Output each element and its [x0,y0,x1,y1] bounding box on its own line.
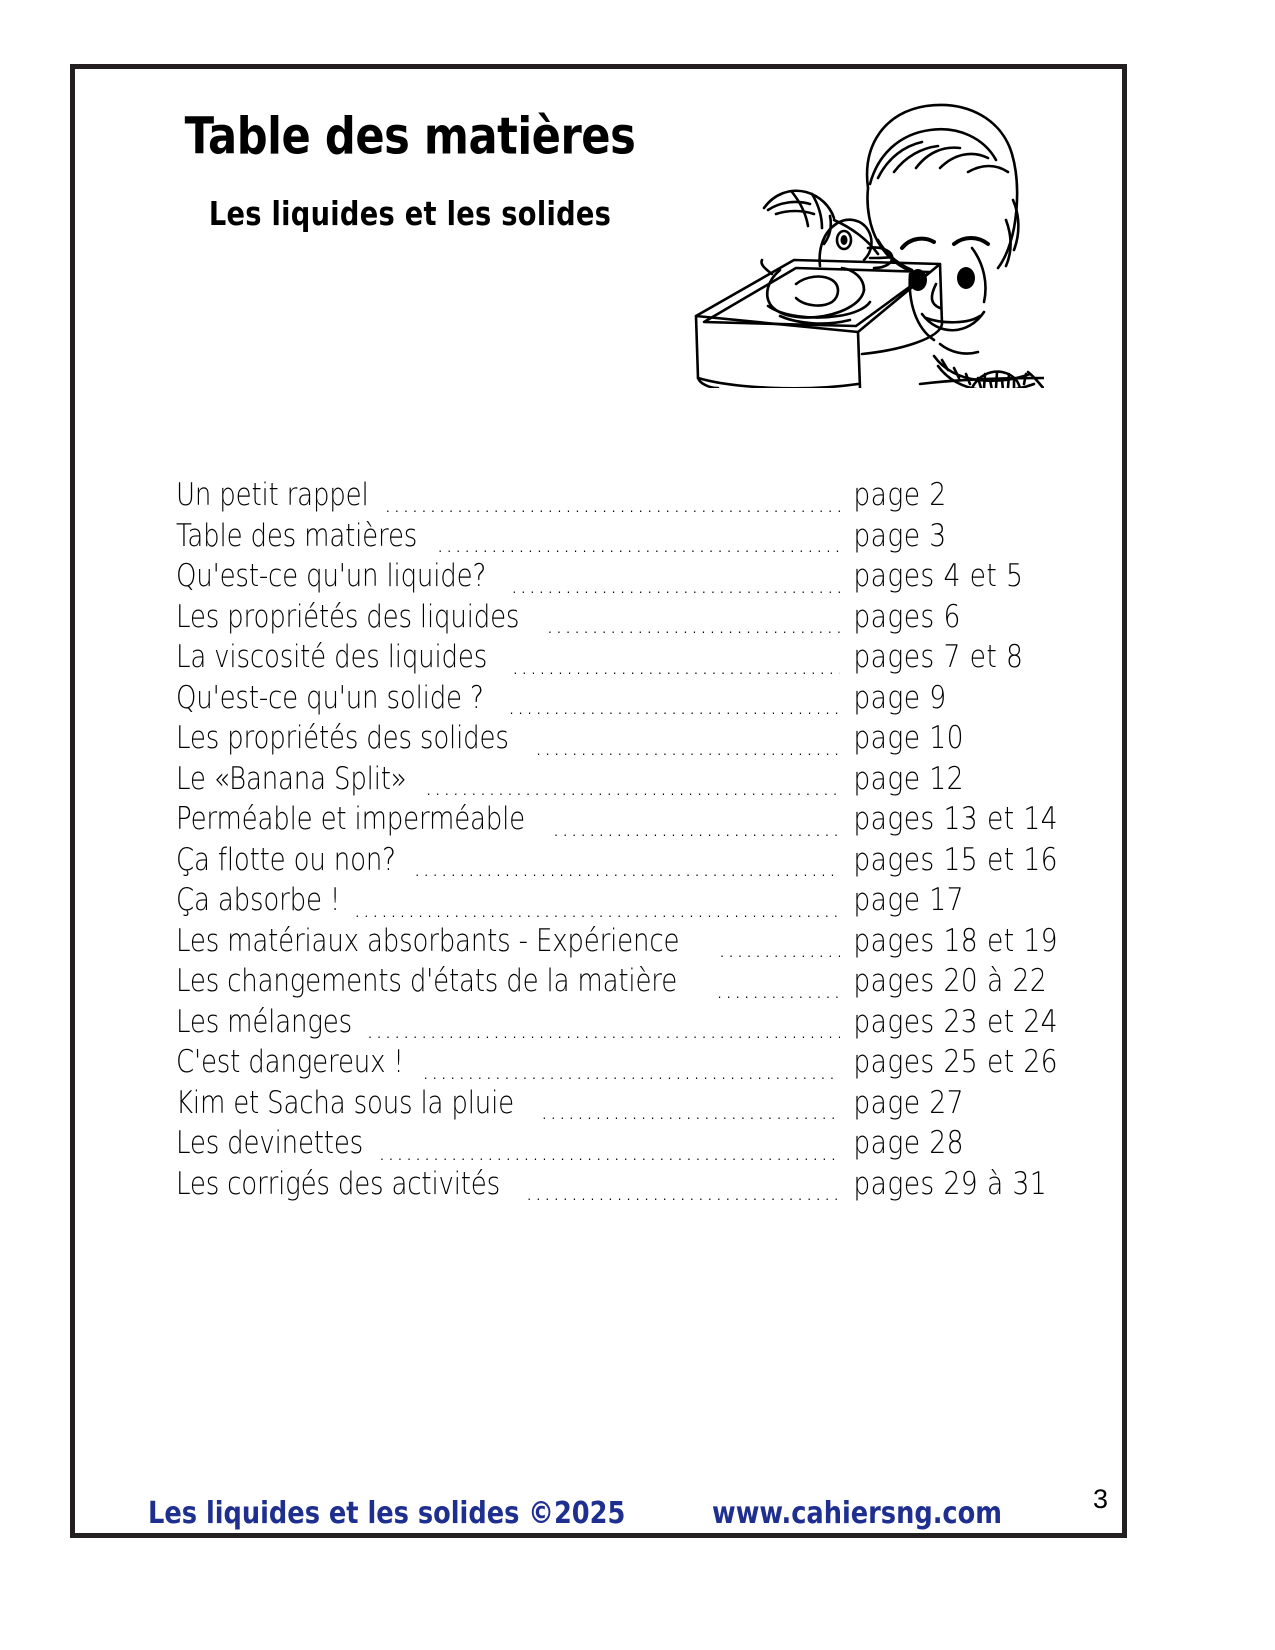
toc-entry[interactable] [176,597,1066,641]
toc-leader-dots [552,815,840,843]
toc-entry-pages: page 17 [853,881,964,918]
toc-entry[interactable] [176,559,1066,600]
girl-with-rubber-duck-illustration [672,88,1044,388]
footer-copyright: Les liquides et les solides ©2025 [148,1496,626,1531]
toc-entry[interactable] [176,1045,1066,1086]
toc-entry-pages: page 27 [853,1083,964,1121]
table-of-contents [176,478,1066,1207]
toc-entry[interactable] [176,1126,1066,1167]
toc-entry[interactable] [176,1083,1066,1127]
toc-entry[interactable] [176,921,1066,965]
toc-entry[interactable] [176,721,1066,762]
toc-entry[interactable] [176,840,1066,884]
page-number: 3 [1093,1484,1109,1514]
toc-entry-title: Un petit rappel [176,476,369,513]
toc-entry-pages: pages 20 à 22 [853,962,1048,999]
page-title: Table des matières [184,106,636,166]
toc-entry-title: Les propriétés des liquides [176,597,520,635]
toc-leader-dots [366,1017,840,1045]
toc-entry-pages: pages 18 et 19 [853,921,1058,959]
toc-entry[interactable] [176,883,1066,924]
toc-entry[interactable] [176,516,1066,560]
footer-website-link[interactable]: www.cahiersng.com [712,1496,1003,1531]
toc-entry-title: Table des matières [176,516,418,554]
toc-entry[interactable] [176,478,1066,519]
toc-leader-dots [354,896,841,924]
toc-leader-dots [525,1179,840,1207]
toc-entry-title: Perméable et imperméable [176,800,526,837]
toc-entry-title: Kim et Sacha sous la pluie [176,1083,515,1121]
toc-entry-pages: pages 13 et 14 [853,800,1058,837]
toc-entry-title: Les matériaux absorbants - Expérience [176,921,680,959]
toc-entry-title: Les mélanges [176,1002,352,1040]
toc-entry-pages: page 2 [853,476,947,513]
heading-block [130,106,690,234]
toc-leader-dots [540,1098,840,1126]
toc-leader-dots [716,977,840,1005]
toc-entry-title: C'est dangereux ! [176,1043,404,1080]
toc-entry-pages: pages 23 et 24 [853,1002,1058,1040]
toc-leader-dots [436,531,840,559]
toc-leader-dots [413,855,840,883]
toc-entry[interactable] [176,678,1066,722]
toc-leader-dots [535,734,840,762]
toc-leader-dots [384,491,840,519]
toc-entry[interactable] [176,964,1066,1005]
toc-entry[interactable] [176,802,1066,843]
toc-entry[interactable] [176,759,1066,803]
toc-entry[interactable] [176,1002,1066,1046]
toc-entry-title: Les corrigés des activités [176,1164,501,1202]
toc-leader-dots [508,693,840,721]
toc-leader-dots [546,612,840,640]
toc-entry-pages: pages 25 et 26 [853,1043,1058,1080]
toc-leader-dots [512,653,840,681]
toc-entry-pages: page 10 [853,719,964,756]
toc-entry-title: Ça absorbe ! [176,881,341,918]
toc-entry-title: Qu'est-ce qu'un solide ? [176,678,484,716]
toc-entry-title: Ça flotte ou non? [176,840,396,878]
toc-entry-pages: page 12 [853,759,964,797]
toc-entry-pages: page 3 [853,516,947,554]
toc-entry[interactable] [176,640,1066,681]
toc-leader-dots [378,1139,840,1167]
toc-leader-dots [425,774,840,802]
toc-entry-title: Les devinettes [176,1124,364,1161]
toc-entry-pages: page 28 [853,1124,964,1161]
toc-entry-title: Qu'est-ce qu'un liquide? [176,557,487,594]
toc-entry[interactable] [176,1164,1066,1208]
toc-entry-title: Le «Banana Split» [176,759,407,797]
page-subtitle: Les liquides et les solides [208,194,612,234]
toc-entry-title: Les propriétés des solides [176,719,509,756]
toc-entry-pages: pages 7 et 8 [853,638,1024,675]
toc-leader-dots [510,572,840,600]
toc-entry-pages: pages 29 à 31 [853,1164,1048,1202]
toc-entry-pages: pages 6 [853,597,961,635]
toc-leader-dots [422,1058,840,1086]
toc-entry-pages: pages 4 et 5 [853,557,1024,594]
toc-entry-pages: pages 15 et 16 [853,840,1058,878]
toc-entry-title: Les changements d'états de la matière [176,962,678,999]
toc-entry-title: La viscosité des liquides [176,638,488,675]
toc-entry-pages: page 9 [853,678,947,716]
toc-leader-dots [718,936,840,964]
